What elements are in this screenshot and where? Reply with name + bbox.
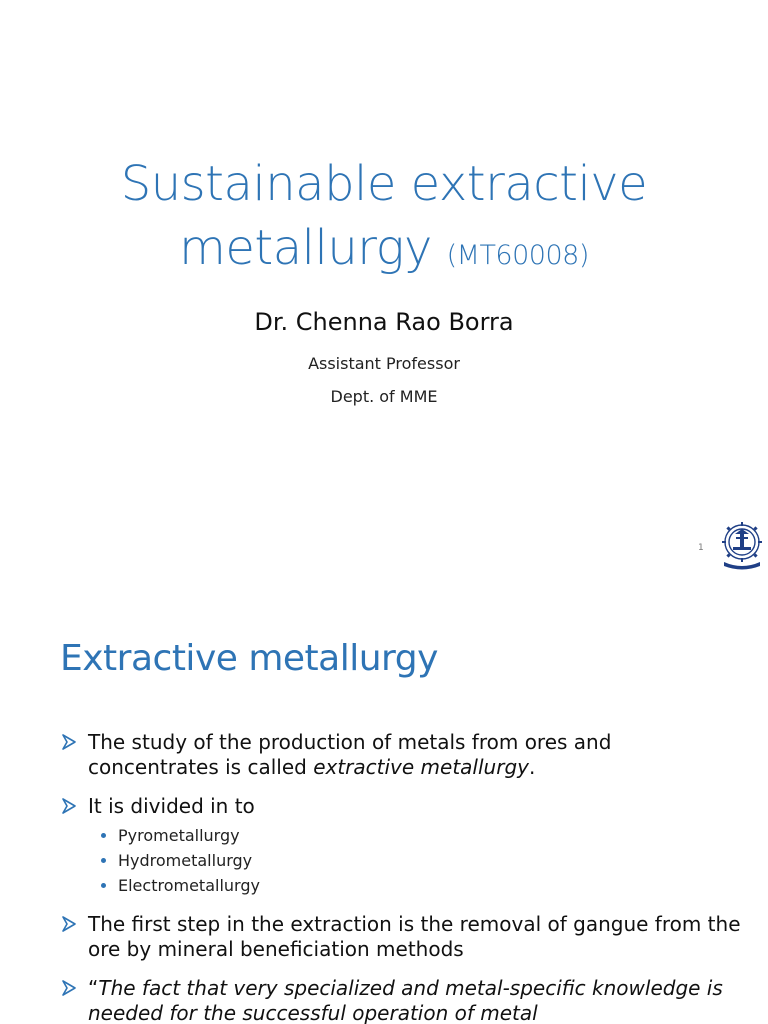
sub-bullet-item: [88, 823, 742, 848]
arrow-bullet-icon: [62, 734, 76, 750]
bullet-text-end: .: [528, 755, 536, 779]
quote-text: The fact that very specialized and metal-specific knowledge is needed for the successful operation of metal: [88, 976, 723, 1024]
slide-title: [0, 152, 768, 288]
sub-bullet-text: Hydrometallurgy: [118, 851, 253, 870]
bullet-item: [62, 912, 742, 962]
content-slide-title: Extractive metallurgy: [60, 638, 438, 679]
dot-bullet-icon: [101, 883, 106, 888]
dot-bullet-icon: [101, 833, 106, 838]
bullet-text: The first step in the extraction is the removal of gangue from the ore by mineral beneficiation methods: [88, 912, 741, 961]
dot-bullet-icon: [101, 858, 106, 863]
author-name: Dr. Chenna Rao Borra: [254, 308, 514, 336]
bullet-text: The study of the production of metals from ores and concentrates is called: [88, 730, 612, 779]
sub-bullet-text: Electrometallurgy: [118, 876, 260, 895]
bullet-item: [62, 730, 742, 780]
bullet-text: It is divided in to: [88, 794, 255, 818]
title-line-1: Sustainable extractive: [120, 156, 648, 212]
arrow-bullet-icon: [62, 980, 76, 996]
sub-bullet-item: [88, 873, 742, 898]
quote-mark: “: [88, 976, 99, 1000]
author-role: Assistant Professor: [308, 354, 460, 373]
title-main-text: metallurgy: [179, 220, 432, 276]
title-line-2: [0, 216, 768, 288]
institute-logo-icon: [720, 520, 764, 570]
sub-bullet-list: [88, 823, 742, 898]
author-department: Dept. of MME: [330, 387, 438, 406]
arrow-bullet-icon: [62, 798, 76, 814]
bullet-item: [62, 794, 742, 898]
bullet-list: [62, 730, 742, 1024]
course-code: (MT60008): [446, 240, 589, 271]
sub-bullet-item: [88, 848, 742, 873]
arrow-bullet-icon: [62, 916, 76, 932]
content-slide: [0, 598, 768, 1024]
bullet-item: [62, 976, 742, 1024]
slide-number: 1: [698, 543, 704, 553]
sub-bullet-text: Pyrometallurgy: [118, 826, 240, 845]
bullet-text-italic: extractive metallurgy: [313, 755, 529, 779]
